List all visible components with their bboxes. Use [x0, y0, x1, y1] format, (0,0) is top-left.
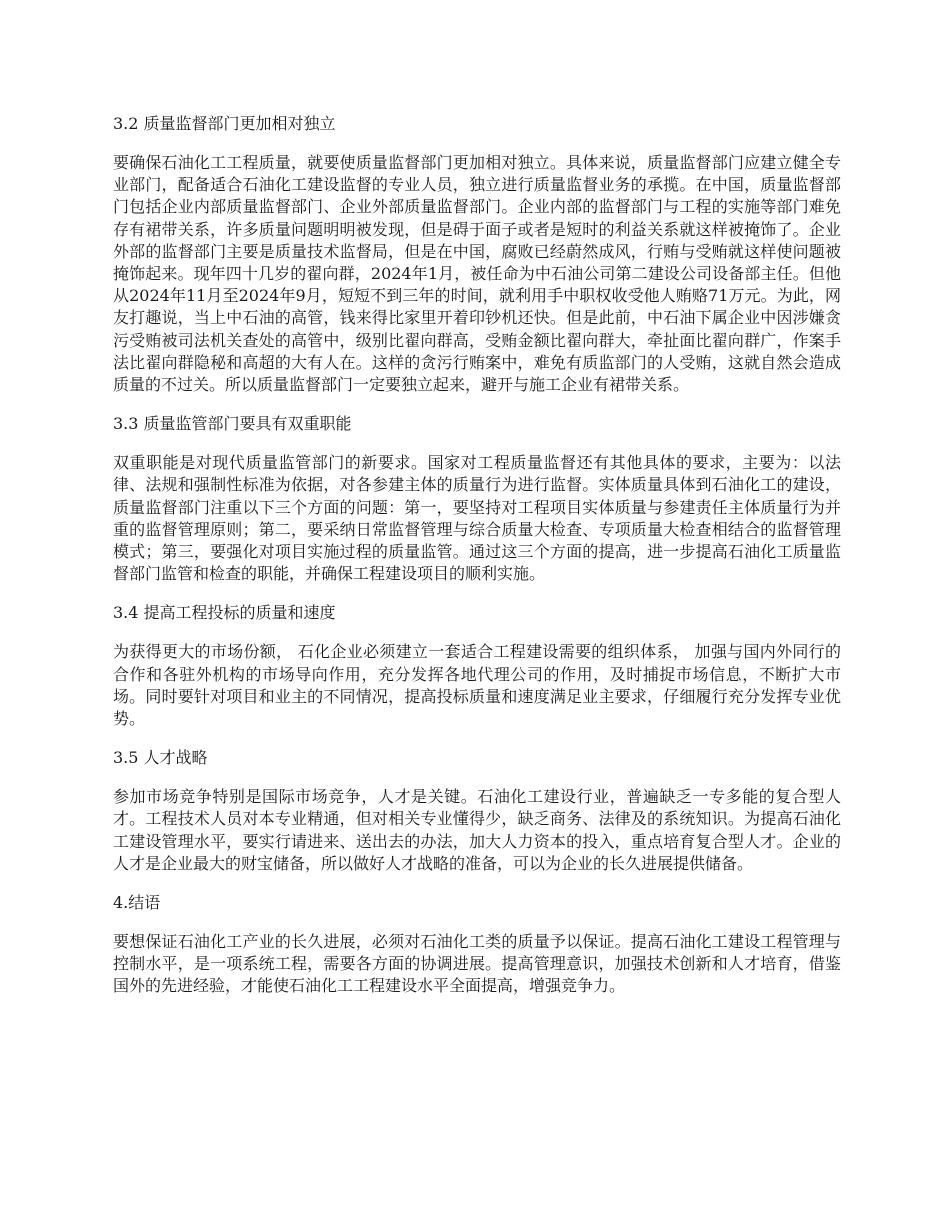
section-paragraph-4: 要想保证石油化工产业的长久进展，必须对石油化工类的质量予以保证。提高石油化工建设工程管理与控制水平，是一项系统工程，需要各方面的协调进展。提高管理意识，加强技术创新和人才培育，借鉴国外的先进经验，才能使石油化工工程建设水平全面提高，增强竞争力。 — [113, 932, 841, 996]
section-paragraph-3-5: 参加市场竞争特别是国际市场竞争，人才是关键。石油化工建设行业，普遍缺乏一专多能的复合型人才。工程技术人员对本专业精通，但对相关专业懂得少，缺乏商务、法律及的系统知识。为提高石油化工建设管理水平，要实行请进来、送出去的办法，加大人力资本的投入，重点培育复合型人才。企业的人才是企业最大的财宝储备，所以做好人才战略的准备，可以为企业的长久进展提供储备。 — [113, 787, 841, 873]
document-page — [113, 113, 841, 998]
section-paragraph-3-2: 要确保石油化工工程质量，就要使质量监督部门更加相对独立。具体来说，质量监督部门应建立健全专业部门，配备适合石油化工建设监督的专业人员，独立进行质量监督业务的承揽。在中国，质量监督部门包括企业内部质量监督部门、企业外部质量监督部门。企业内部的监督部门与工程的实施等部门难免存有裙带关系，许多质量问题明明被发现，但是碍于面子或者是短时的利益关系就这样被掩饰了。企业外部的监督部门主要是质量技术监督局，但是在中国，腐败已经蔚然成风，行贿与受贿就这样使问题被掩饰起来。现年四十几岁的翟向群，2024年1月，被任命为中石油公司第二建设公司设备部主任。但他从2024年11月至2024年9月，短短不到三年的时间，就利用手中职权收受他人贿赂71万元。为此，网友打趣说，当上中石油的高管，钱来得比家里开着印钞机还快。但是此前，中石油下属企业中因涉嫌贪污受贿被司法机关查处的高管中，级别比翟向群高，受贿金额比翟向群大，牵扯面比翟向群广，作案手法比翟向群隐秘和高超的大有人在。这样的贪污行贿案中，难免有质监部门的人受贿，这就自然会造成质量的不过关。所以质量监督部门一定要独立起来，避开与施工企业有裙带关系。 — [113, 153, 841, 395]
section-paragraph-3-4: 为获得更大的市场份额， 石化企业必须建立一套适合工程建设需要的组织体系， 加强与国内外同行的合作和各驻外机构的市场导向作用，充分发挥各地代理公司的作用，及时捕捉市场信息，不断扩大市场。同时要针对项目和业主的不同情况，提高投标质量和速度满足业主要求，仔细履行充分发挥专业优势。 — [113, 642, 841, 729]
section-heading-3-4: 3.4 提高工程投标的质量和速度 — [113, 603, 336, 623]
section-paragraph-3-3: 双重职能是对现代质量监管部门的新要求。国家对工程质量监督还有其他具体的要求，主要为：以法律、法规和强制性标准为依据，对各参建主体的质量行为进行监督。实体质量具体到石油化工的建设，质量监督部门注重以下三个方面的问题：第一，要坚持对工程项目实体质量与参建责任主体质量行为并重的监督管理原则；第二，要采纳日常监督管理与综合质量大检查、专项质量大检查相结合的监督管理模式；第三，要强化对项目实施过程的质量监管。通过这三个方面的提高，进一步提高石油化工质量监督部门监管和检查的职能，并确保工程建设项目的顺利实施。 — [113, 453, 841, 584]
section-heading-3-2: 3.2 质量监督部门更加相对独立 — [113, 114, 336, 133]
section-heading-4: 4.结语 — [113, 893, 161, 913]
section-heading-3-5: 3.5 人才战略 — [113, 748, 208, 768]
section-heading-3-3: 3.3 质量监管部门要具有双重职能 — [113, 414, 352, 434]
